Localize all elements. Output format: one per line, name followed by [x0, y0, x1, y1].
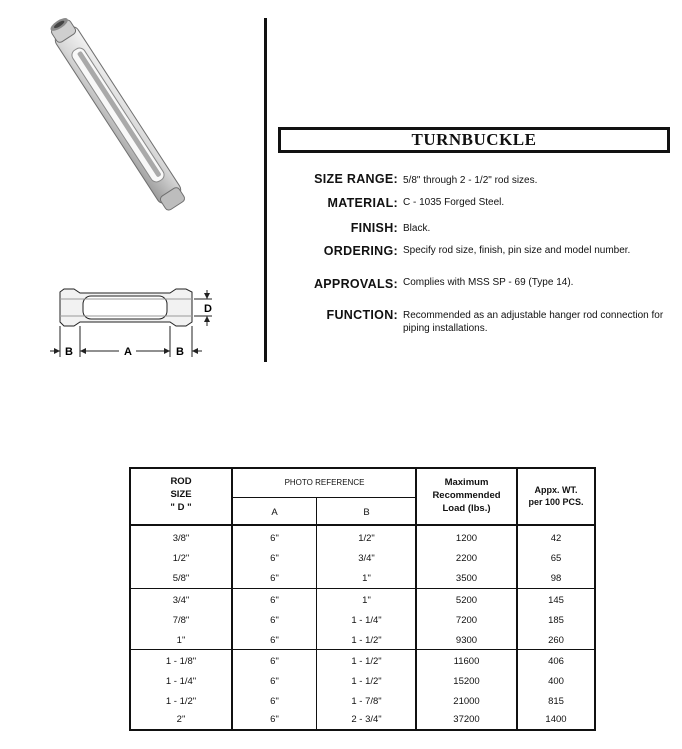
table-cell-rod: 2"	[176, 714, 186, 725]
dimension-label-b-left: B	[65, 346, 73, 358]
table-cell-rod: 1 - 1/8"	[165, 656, 197, 667]
dimension-label-d: D	[204, 303, 212, 315]
table-cell-rod: 1 - 1/2"	[165, 696, 197, 707]
table-cell-a: 6"	[270, 714, 279, 725]
table-cell-b: 1"	[362, 595, 371, 606]
table-cell-load: 21000	[453, 696, 480, 707]
title-box	[278, 127, 670, 153]
spec-value-finish: Black.	[403, 223, 431, 234]
spec-value-ordering: Specify rod size, finish, pin size and model number.	[403, 245, 631, 256]
header-max-load: Maximum Recommended Load (lbs.)	[432, 477, 501, 514]
spec-label-size-range: SIZE RANGE:	[314, 172, 398, 186]
spec-value-function: Recommended as an adjustable hanger rod connection for piping installations.	[403, 310, 664, 334]
table-cell-load: 3500	[455, 573, 478, 584]
table-cell-a: 6"	[270, 696, 279, 707]
table-cell-a: 6"	[270, 676, 279, 687]
table-cell-a: 6"	[270, 615, 279, 626]
table-cell-load: 37200	[453, 714, 480, 725]
table-cell-a: 6"	[270, 656, 279, 667]
spec-label-finish: FINISH:	[350, 221, 398, 235]
table-cell-wt: 406	[548, 656, 564, 667]
table-cell-wt: 42	[550, 533, 562, 544]
spec-label-material: MATERIAL:	[327, 196, 398, 210]
table-cell-b: 1 - 1/4"	[351, 615, 382, 626]
table-cell-wt: 815	[548, 696, 564, 707]
header-rod-size: ROD SIZE " D "	[170, 476, 192, 513]
header-col-a: A	[271, 507, 278, 518]
header-photo-reference: PHOTO REFERENCE	[284, 478, 365, 487]
table-cell-b: 1 - 1/2"	[351, 635, 382, 646]
table-cell-b: 2 - 3/4"	[351, 714, 382, 725]
table-cell-rod: 3/8"	[172, 533, 190, 544]
table-cell-rod: 3/4"	[172, 595, 190, 606]
table-cell-wt: 400	[548, 676, 564, 687]
spec-value-approvals: Complies with MSS SP - 69 (Type 14).	[403, 277, 574, 288]
table-cell-a: 6"	[270, 573, 279, 584]
table-cell-load: 5200	[455, 595, 478, 606]
table-cell-load: 1200	[455, 533, 478, 544]
table-cell-load: 7200	[455, 615, 478, 626]
spec-label-function: FUNCTION:	[326, 308, 398, 322]
table-cell-b: 1 - 1/2"	[351, 656, 382, 667]
table-cell-rod: 7/8"	[172, 615, 190, 626]
table-cell-load: 9300	[455, 635, 478, 646]
table-cell-wt: 260	[548, 635, 564, 646]
table-cell-load: 15200	[453, 676, 480, 687]
page-title: TURNBUCKLE	[411, 130, 537, 149]
table-cell-wt: 98	[550, 573, 562, 584]
spec-value-size-range: 5/8" through 2 - 1/2" rod sizes.	[403, 175, 538, 186]
table-cell-wt: 145	[548, 595, 564, 606]
specification-table	[129, 467, 596, 731]
spec-label-approvals: APPROVALS:	[313, 277, 398, 291]
turnbuckle-illustration	[0, 0, 264, 370]
table-cell-b: 1"	[362, 573, 371, 584]
table-cell-b: 3/4"	[358, 553, 375, 564]
table-cell-a: 6"	[270, 533, 279, 544]
table-cell-load: 11600	[453, 656, 480, 667]
turnbuckle-photo	[46, 14, 188, 213]
table-cell-rod: 1"	[176, 635, 186, 646]
table-cell-rod: 5/8"	[172, 573, 190, 584]
table-cell-b: 1 - 1/2"	[351, 676, 382, 687]
table-cell-wt: 65	[550, 553, 562, 564]
table-cell-rod: 1 - 1/4"	[165, 676, 197, 687]
spec-label-ordering: ORDERING:	[323, 244, 398, 258]
table-cell-a: 6"	[270, 635, 279, 646]
table-cell-wt: 185	[548, 615, 564, 626]
table-cell-b: 1 - 7/8"	[351, 696, 382, 707]
dimension-label-b-right: B	[176, 346, 184, 358]
table-cell-a: 6"	[270, 553, 279, 564]
table-cell-rod: 1/2"	[172, 553, 190, 564]
header-col-b: B	[363, 507, 370, 518]
table-cell-b: 1/2"	[358, 533, 375, 544]
spec-value-material: C - 1035 Forged Steel.	[403, 197, 505, 208]
header-weight: Appx. WT. per 100 PCS.	[528, 485, 584, 507]
dimension-label-a: A	[124, 346, 132, 358]
table-cell-a: 6"	[270, 595, 279, 606]
table-cell-load: 2200	[455, 553, 478, 564]
table-cell-wt: 1400	[545, 714, 567, 725]
